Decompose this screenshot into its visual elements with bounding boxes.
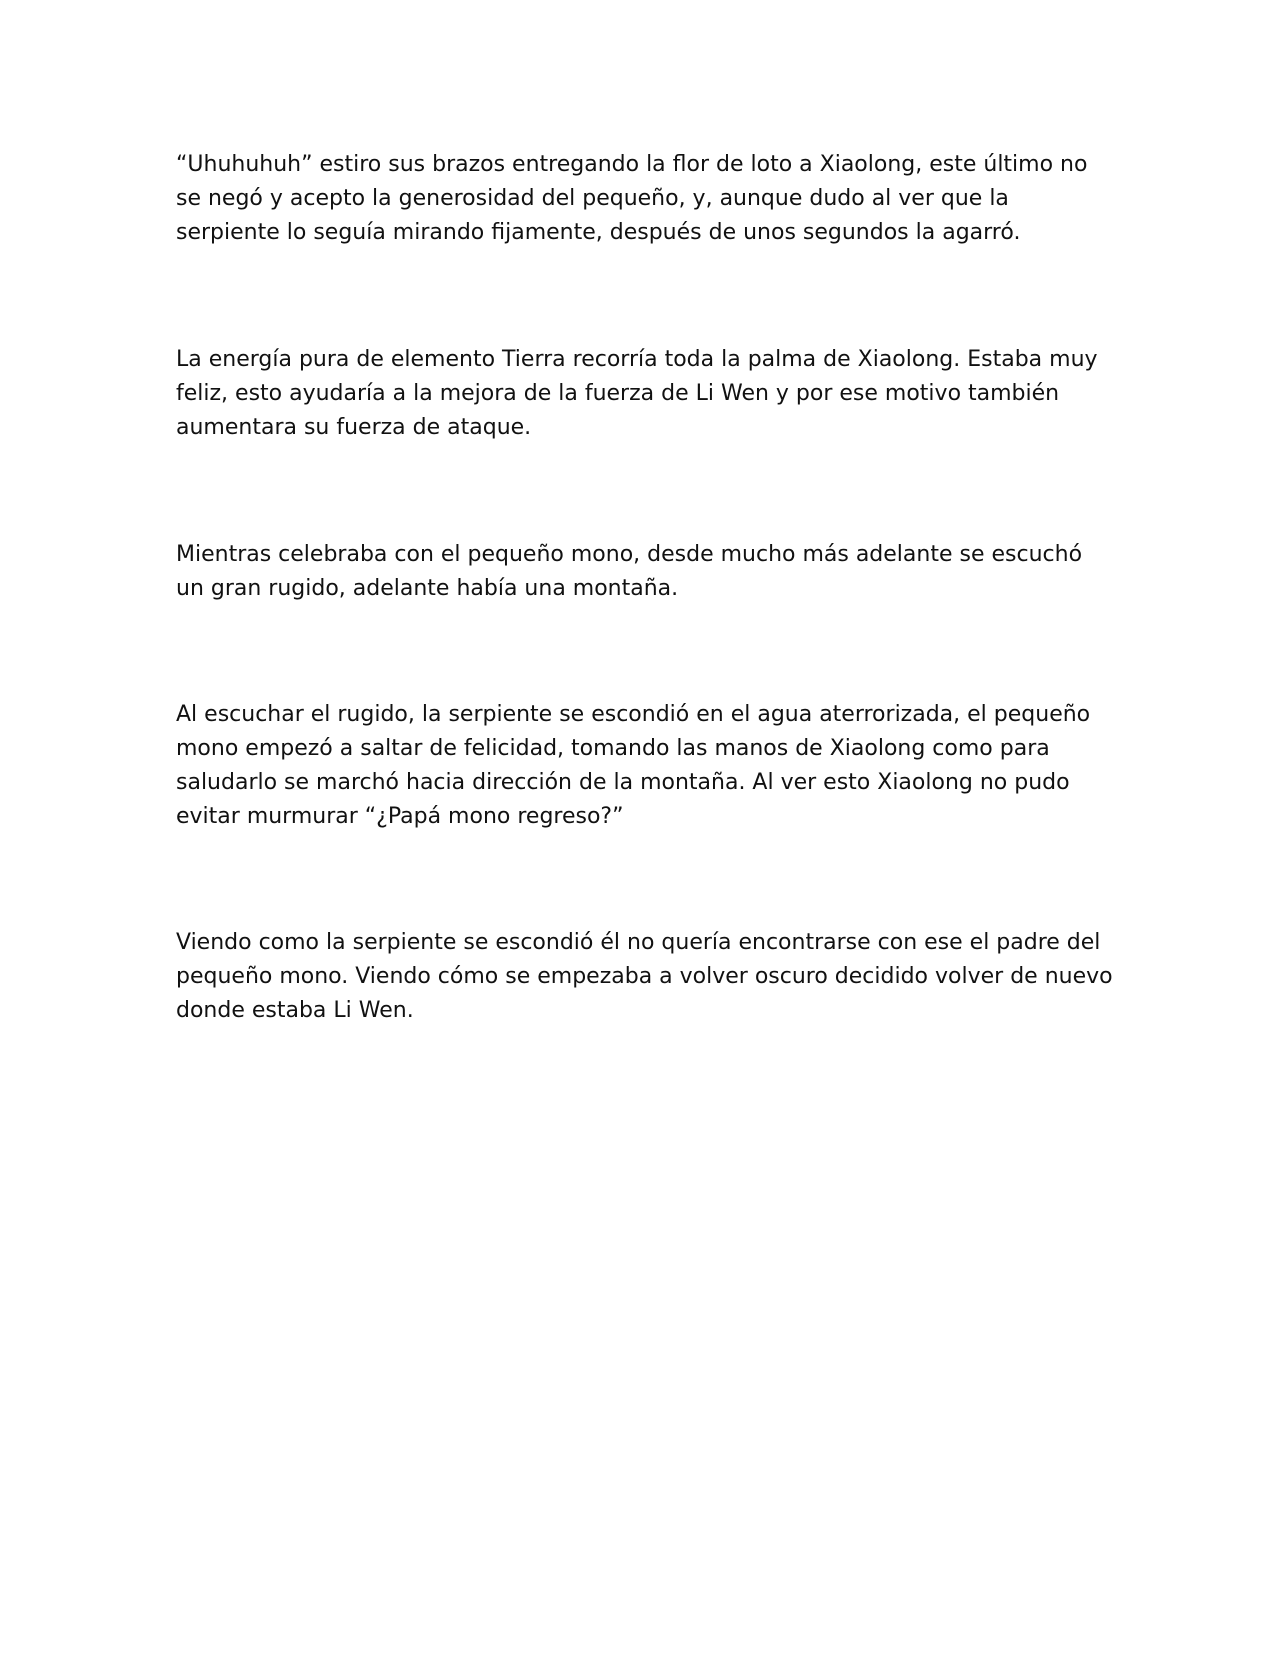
paragraph-3: Mientras celebraba con el pequeño mono, desde mucho más adelante se escuchó un gran rugido, adelante había una montaña. [176,542,1083,601]
paragraph-4: Al escuchar el rugido, la serpiente se escondió en el agua aterrorizada, el pequeño mono empezó a saltar de felicidad, tomando las manos de Xiaolong como para saludarlo se marchó hacia dirección de la montaña. Al ver esto Xiaolong no pudo evitar murmurar “¿Papá mono regreso?” [176,702,1091,829]
paragraph-5: Viendo como la serpiente se escondió él no quería encontrarse con ese el padre del pequeño mono. Viendo cómo se empezaba a volver oscuro decidido volver de nuevo donde estaba Li Wen. [176,930,1113,1023]
paragraph-2: La energía pura de elemento Tierra recorría toda la palma de Xiaolong. Estaba muy feliz, esto ayudaría a la mejora de la fuerza de Li Wen y por ese motivo también aumentara su fuerza de ataque. [176,347,1098,440]
paragraph-1: “Uhuhuhuh” estiro sus brazos entregando la flor de loto a Xiaolong, este último no se negó y acepto la generosidad del pequeño, y, aunque dudo al ver que la serpiente lo seguía mirando fijamente, después de unos segundos la agarró. [176,152,1088,245]
